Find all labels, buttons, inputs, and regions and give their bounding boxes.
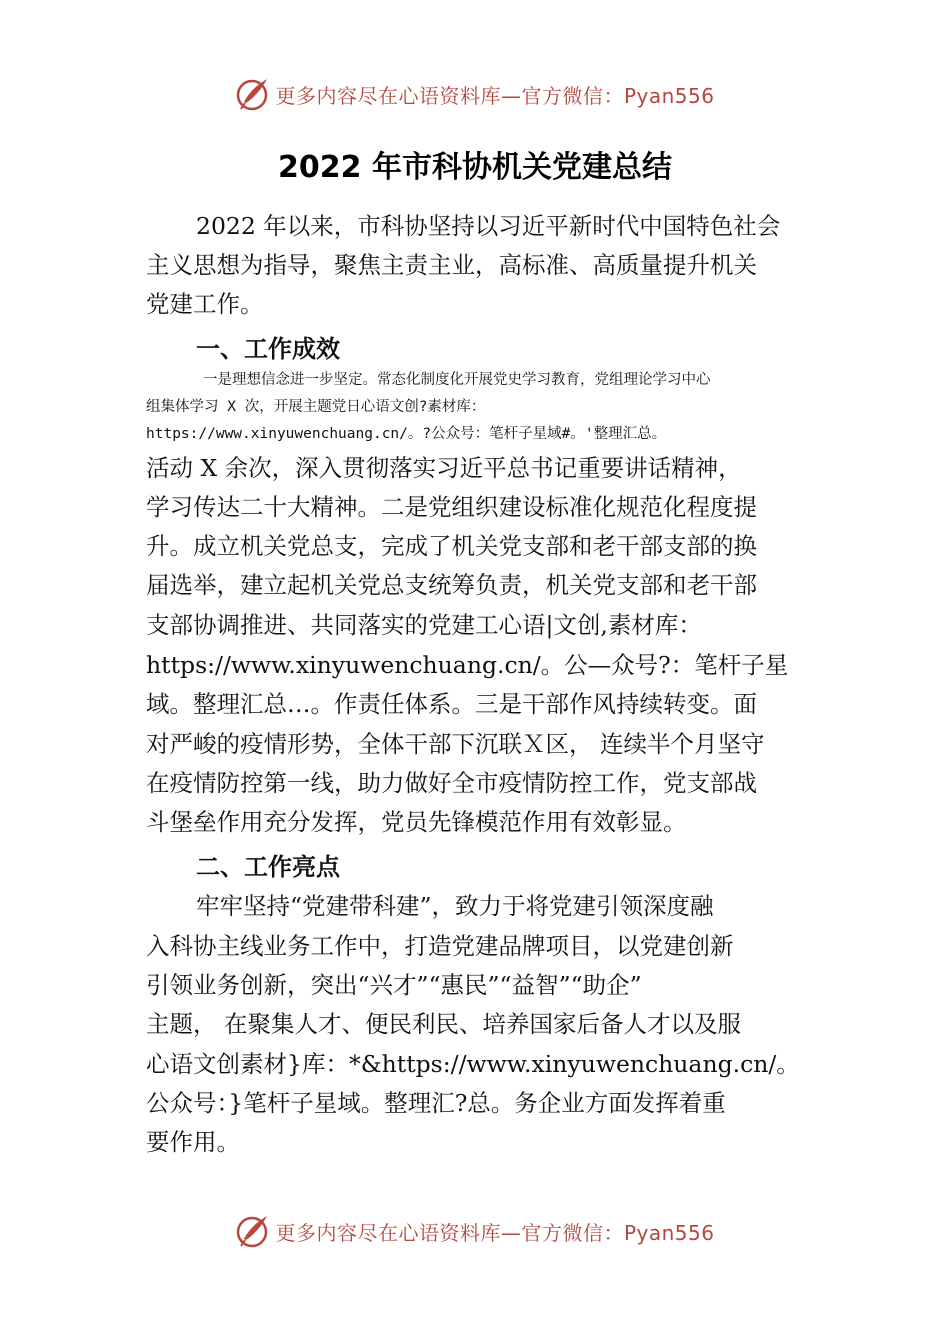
body-line: 主题， 在聚集人才、便民利民、培养国家后备人才以及服 <box>146 1010 741 1038</box>
body-line: 牢牢坚持“党建带科建”，致力于将党建引领深度融 <box>196 892 714 920</box>
section-heading: 二、工作亮点 <box>196 853 340 881</box>
quill-logo-icon <box>235 76 271 112</box>
body-line: 支部协调推进、共同落实的党建工心语|文创,素材库： <box>146 611 702 639</box>
body-line: 在疫情防控第一线，助力做好全市疫情防控工作，党支部战 <box>146 769 757 797</box>
intro-line: 2022 年以来，市科协坚持以习近平新时代中国特色社会 <box>196 212 781 240</box>
body-line: 斗堡垒作用充分发挥，党员先锋模范作用有效彰显。 <box>146 808 687 836</box>
body-line: 要作用。 <box>146 1128 240 1156</box>
body-line: https://www.xinyuwenchuang.cn/。公—众号?：笔杆子星 <box>146 651 789 679</box>
body-line: 引领业务创新，突出“兴才”“惠民”“益智”“助企” <box>146 971 642 999</box>
body-line: 心语文创素材}库：*&https://www.xinyuwenchuang.cn/。 <box>146 1050 800 1078</box>
small-note-line: https://www.xinyuwenchuang.cn/。?公众号：笔杆子星域#。'整理汇总。 <box>146 426 667 442</box>
footer-banner <box>0 1211 950 1251</box>
body-line: 学习传达二十大精神。二是党组织建设标准化规范化程度提 <box>146 493 757 521</box>
banner-text: 更多内容尽在心语资料库—官方微信：Pyan556 <box>275 1220 715 1245</box>
body-line: 届选举，建立起机关党总支统筹负责，机关党支部和老干部 <box>146 571 757 599</box>
body-line: 对严峻的疫情形势，全体干部下沉联Ｘ区， 连续半个月坚守 <box>146 730 765 758</box>
document-title: 2022 年市科协机关党建总结 <box>278 150 672 185</box>
small-note-line: 组集体学习 X 次，开展主题党日心语文创?素材库： <box>146 399 486 415</box>
small-note-line: 一是理想信念进一步坚定。常态化制度化开展党史学习教育，党组理论学习中心 <box>203 372 711 388</box>
body-line: 升。成立机关党总支，完成了机关党支部和老干部支部的换 <box>146 532 757 560</box>
intro-line: 党建工作。 <box>146 290 264 318</box>
body-line: 域。整理汇总…。作责任体系。三是干部作风持续转变。面 <box>146 690 757 718</box>
section-heading: 一、工作成效 <box>196 335 340 363</box>
body-line: 入科协主线业务工作中，打造党建品牌项目，以党建创新 <box>146 932 734 960</box>
intro-line: 主义思想为指导，聚焦主责主业，高标准、高质量提升机关 <box>146 251 757 279</box>
body-line: 活动 X 余次，深入贯彻落实习近平总书记重要讲话精神， <box>146 454 742 482</box>
header-banner <box>0 74 950 114</box>
quill-logo-icon <box>235 1213 271 1249</box>
body-line: 公众号：}笔杆子星域。整理汇?总。务企业方面发挥着重 <box>146 1089 726 1117</box>
banner-text: 更多内容尽在心语资料库—官方微信：Pyan556 <box>275 83 715 108</box>
